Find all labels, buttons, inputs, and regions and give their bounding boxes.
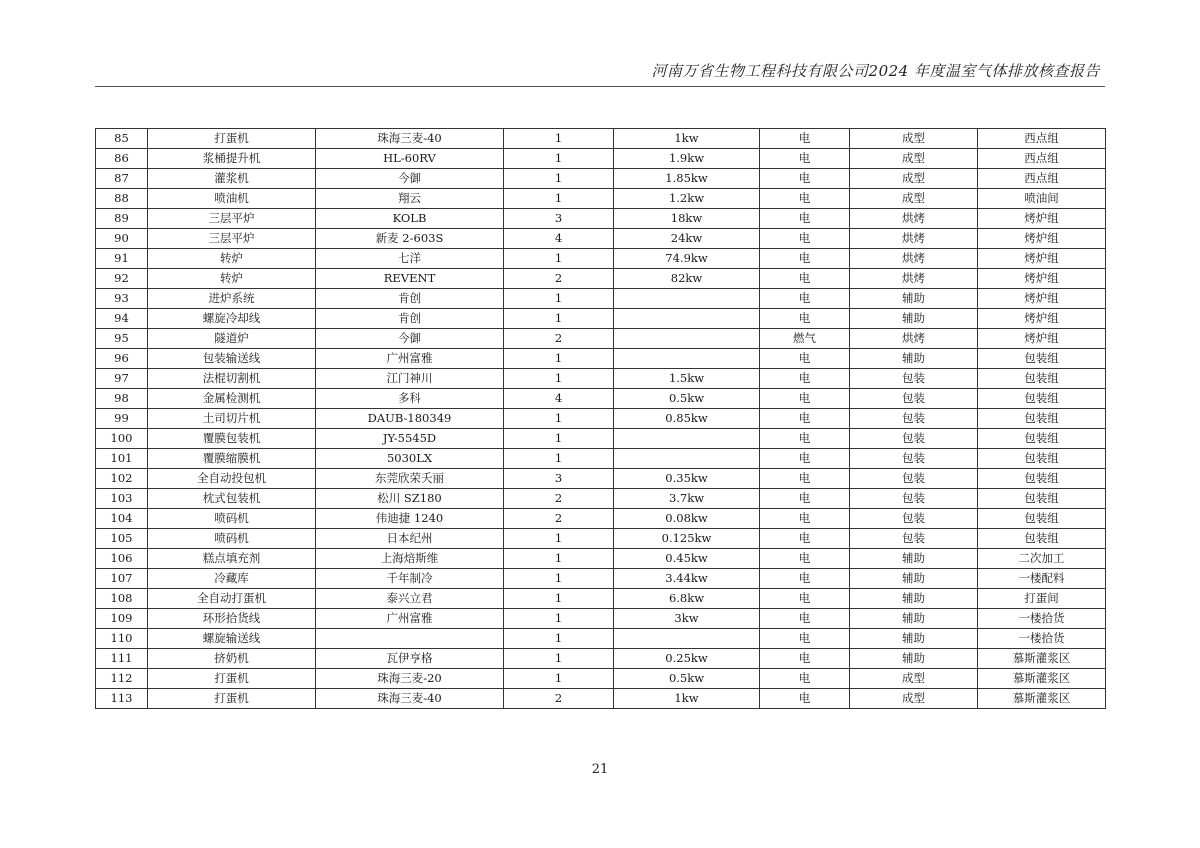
cell-model: 翔云	[316, 189, 504, 209]
cell-index: 86	[96, 149, 148, 169]
cell-power: 3.7kw	[614, 489, 760, 509]
cell-index: 111	[96, 649, 148, 669]
cell-department: 烤炉组	[978, 209, 1106, 229]
cell-power	[614, 349, 760, 369]
cell-process: 包装	[850, 489, 978, 509]
cell-process: 辅助	[850, 309, 978, 329]
cell-power: 1kw	[614, 689, 760, 709]
cell-department: 一楼配料	[978, 569, 1106, 589]
cell-energy-type: 电	[760, 349, 850, 369]
cell-energy-type: 电	[760, 149, 850, 169]
cell-equipment-name: 灌浆机	[148, 169, 316, 189]
table-row	[96, 449, 1106, 469]
cell-equipment-name: 枕式包装机	[148, 489, 316, 509]
cell-department: 烤炉组	[978, 249, 1106, 269]
cell-equipment-name: 喷码机	[148, 509, 316, 529]
cell-quantity: 2	[504, 509, 614, 529]
table-row	[96, 309, 1106, 329]
cell-index: 109	[96, 609, 148, 629]
cell-power: 0.45kw	[614, 549, 760, 569]
cell-equipment-name: 包装输送线	[148, 349, 316, 369]
cell-energy-type: 电	[760, 469, 850, 489]
cell-department: 一楼拾货	[978, 629, 1106, 649]
cell-quantity: 2	[504, 329, 614, 349]
cell-equipment-name: 隧道炉	[148, 329, 316, 349]
cell-equipment-name: 全自动投包机	[148, 469, 316, 489]
table-row	[96, 469, 1106, 489]
table-row	[96, 669, 1106, 689]
cell-power: 3kw	[614, 609, 760, 629]
cell-quantity: 3	[504, 209, 614, 229]
table-row	[96, 249, 1106, 269]
cell-index: 112	[96, 669, 148, 689]
cell-index: 113	[96, 689, 148, 709]
cell-department: 二次加工	[978, 549, 1106, 569]
cell-energy-type: 电	[760, 309, 850, 329]
cell-process: 包装	[850, 449, 978, 469]
cell-index: 94	[96, 309, 148, 329]
cell-equipment-name: 螺旋输送线	[148, 629, 316, 649]
cell-power: 0.5kw	[614, 389, 760, 409]
cell-energy-type: 电	[760, 409, 850, 429]
cell-department: 烤炉组	[978, 329, 1106, 349]
cell-department: 喷油间	[978, 189, 1106, 209]
cell-model: 新麦 2-603S	[316, 229, 504, 249]
cell-index: 107	[96, 569, 148, 589]
cell-energy-type: 电	[760, 189, 850, 209]
cell-energy-type: 电	[760, 449, 850, 469]
cell-quantity: 1	[504, 289, 614, 309]
cell-index: 87	[96, 169, 148, 189]
cell-index: 110	[96, 629, 148, 649]
cell-department: 包装组	[978, 429, 1106, 449]
cell-quantity: 1	[504, 449, 614, 469]
cell-model: 泰兴立君	[316, 589, 504, 609]
cell-quantity: 1	[504, 629, 614, 649]
cell-department: 慕斯灌浆区	[978, 649, 1106, 669]
cell-equipment-name: 法棍切割机	[148, 369, 316, 389]
cell-index: 95	[96, 329, 148, 349]
cell-quantity: 2	[504, 689, 614, 709]
cell-model: 七洋	[316, 249, 504, 269]
cell-quantity: 1	[504, 569, 614, 589]
cell-power: 0.125kw	[614, 529, 760, 549]
cell-model	[316, 629, 504, 649]
cell-power	[614, 449, 760, 469]
cell-process: 辅助	[850, 629, 978, 649]
table-row	[96, 329, 1106, 349]
cell-model: 千年制冷	[316, 569, 504, 589]
cell-power: 6.8kw	[614, 589, 760, 609]
cell-department: 西点组	[978, 129, 1106, 149]
cell-quantity: 1	[504, 529, 614, 549]
cell-process: 成型	[850, 189, 978, 209]
cell-department: 包装组	[978, 409, 1106, 429]
cell-process: 烘烤	[850, 229, 978, 249]
table-row	[96, 629, 1106, 649]
cell-equipment-name: 喷码机	[148, 529, 316, 549]
cell-process: 包装	[850, 389, 978, 409]
cell-power	[614, 289, 760, 309]
cell-equipment-name: 全自动打蛋机	[148, 589, 316, 609]
cell-model: 多科	[316, 389, 504, 409]
cell-department: 慕斯灌浆区	[978, 669, 1106, 689]
cell-quantity: 1	[504, 549, 614, 569]
table-row	[96, 169, 1106, 189]
cell-process: 成型	[850, 169, 978, 189]
cell-quantity: 3	[504, 469, 614, 489]
cell-quantity: 1	[504, 409, 614, 429]
table-row	[96, 529, 1106, 549]
cell-process: 辅助	[850, 589, 978, 609]
cell-energy-type: 电	[760, 629, 850, 649]
cell-energy-type: 电	[760, 569, 850, 589]
cell-equipment-name: 冷藏库	[148, 569, 316, 589]
cell-index: 106	[96, 549, 148, 569]
cell-index: 93	[96, 289, 148, 309]
cell-model: JY-5545D	[316, 429, 504, 449]
cell-process: 成型	[850, 669, 978, 689]
cell-model: 肯创	[316, 289, 504, 309]
cell-equipment-name: 转炉	[148, 269, 316, 289]
cell-energy-type: 电	[760, 609, 850, 629]
cell-model: 珠海三麦-40	[316, 129, 504, 149]
cell-department: 包装组	[978, 489, 1106, 509]
cell-process: 包装	[850, 409, 978, 429]
cell-index: 105	[96, 529, 148, 549]
table-row	[96, 189, 1106, 209]
cell-equipment-name: 三层平炉	[148, 209, 316, 229]
cell-power: 82kw	[614, 269, 760, 289]
cell-quantity: 2	[504, 489, 614, 509]
table-row	[96, 389, 1106, 409]
cell-energy-type: 燃气	[760, 329, 850, 349]
cell-model: 今御	[316, 329, 504, 349]
report-header-title: 河南万省生物工程科技有限公司2024 年度温室气体排放核查报告	[651, 62, 1100, 80]
cell-index: 100	[96, 429, 148, 449]
cell-model: 瓦伊亨格	[316, 649, 504, 669]
cell-index: 104	[96, 509, 148, 529]
cell-quantity: 1	[504, 429, 614, 449]
table-row	[96, 289, 1106, 309]
table-row	[96, 149, 1106, 169]
cell-power: 1.2kw	[614, 189, 760, 209]
cell-quantity: 1	[504, 369, 614, 389]
cell-process: 烘烤	[850, 209, 978, 229]
cell-equipment-name: 螺旋冷却线	[148, 309, 316, 329]
cell-process: 成型	[850, 149, 978, 169]
cell-equipment-name: 进炉系统	[148, 289, 316, 309]
cell-power: 0.08kw	[614, 509, 760, 529]
cell-energy-type: 电	[760, 249, 850, 269]
cell-quantity: 1	[504, 609, 614, 629]
cell-department: 烤炉组	[978, 289, 1106, 309]
cell-power: 1.5kw	[614, 369, 760, 389]
cell-quantity: 1	[504, 649, 614, 669]
cell-index: 88	[96, 189, 148, 209]
cell-index: 103	[96, 489, 148, 509]
cell-model: HL-60RV	[316, 149, 504, 169]
cell-index: 102	[96, 469, 148, 489]
cell-equipment-name: 覆膜包装机	[148, 429, 316, 449]
cell-equipment-name: 土司切片机	[148, 409, 316, 429]
cell-department: 西点组	[978, 149, 1106, 169]
cell-power	[614, 329, 760, 349]
cell-department: 包装组	[978, 509, 1106, 529]
cell-equipment-name: 打蛋机	[148, 689, 316, 709]
table-row	[96, 489, 1106, 509]
cell-index: 98	[96, 389, 148, 409]
cell-department: 包装组	[978, 529, 1106, 549]
cell-index: 96	[96, 349, 148, 369]
cell-department: 打蛋间	[978, 589, 1106, 609]
cell-equipment-name: 挤奶机	[148, 649, 316, 669]
table-row	[96, 369, 1106, 389]
page-number: 21	[591, 762, 609, 777]
table-row	[96, 229, 1106, 249]
cell-process: 烘烤	[850, 269, 978, 289]
cell-model: 今御	[316, 169, 504, 189]
cell-quantity: 1	[504, 349, 614, 369]
cell-process: 辅助	[850, 549, 978, 569]
cell-power: 24kw	[614, 229, 760, 249]
cell-quantity: 1	[504, 129, 614, 149]
cell-equipment-name: 打蛋机	[148, 669, 316, 689]
table-row	[96, 129, 1106, 149]
cell-process: 辅助	[850, 349, 978, 369]
cell-energy-type: 电	[760, 289, 850, 309]
table-row	[96, 509, 1106, 529]
cell-process: 成型	[850, 129, 978, 149]
cell-power: 0.85kw	[614, 409, 760, 429]
cell-department: 慕斯灌浆区	[978, 689, 1106, 709]
cell-power: 1.9kw	[614, 149, 760, 169]
cell-power: 1.85kw	[614, 169, 760, 189]
cell-equipment-name: 环形拾货线	[148, 609, 316, 629]
cell-equipment-name: 转炉	[148, 249, 316, 269]
cell-quantity: 1	[504, 249, 614, 269]
cell-index: 108	[96, 589, 148, 609]
cell-energy-type: 电	[760, 549, 850, 569]
cell-energy-type: 电	[760, 669, 850, 689]
cell-energy-type: 电	[760, 429, 850, 449]
cell-department: 包装组	[978, 449, 1106, 469]
cell-power: 0.5kw	[614, 669, 760, 689]
cell-energy-type: 电	[760, 269, 850, 289]
cell-quantity: 1	[504, 149, 614, 169]
cell-department: 包装组	[978, 369, 1106, 389]
cell-equipment-name: 打蛋机	[148, 129, 316, 149]
cell-power: 18kw	[614, 209, 760, 229]
cell-department: 包装组	[978, 389, 1106, 409]
cell-model: 肯创	[316, 309, 504, 329]
table-row	[96, 409, 1106, 429]
cell-energy-type: 电	[760, 169, 850, 189]
cell-index: 97	[96, 369, 148, 389]
cell-energy-type: 电	[760, 369, 850, 389]
cell-process: 辅助	[850, 289, 978, 309]
cell-department: 包装组	[978, 469, 1106, 489]
table-row	[96, 689, 1106, 709]
cell-energy-type: 电	[760, 529, 850, 549]
cell-quantity: 1	[504, 309, 614, 329]
cell-process: 包装	[850, 529, 978, 549]
cell-energy-type: 电	[760, 229, 850, 249]
cell-process: 包装	[850, 429, 978, 449]
cell-model: REVENT	[316, 269, 504, 289]
cell-power	[614, 429, 760, 449]
cell-quantity: 4	[504, 229, 614, 249]
cell-energy-type: 电	[760, 209, 850, 229]
cell-index: 85	[96, 129, 148, 149]
cell-model: 珠海三麦-20	[316, 669, 504, 689]
cell-process: 烘烤	[850, 329, 978, 349]
cell-model: KOLB	[316, 209, 504, 229]
cell-quantity: 2	[504, 269, 614, 289]
cell-model: 珠海三麦-40	[316, 689, 504, 709]
cell-equipment-name: 三层平炉	[148, 229, 316, 249]
cell-power: 3.44kw	[614, 569, 760, 589]
cell-energy-type: 电	[760, 129, 850, 149]
cell-equipment-name: 喷油机	[148, 189, 316, 209]
cell-model: 5030LX	[316, 449, 504, 469]
cell-quantity: 1	[504, 189, 614, 209]
cell-department: 烤炉组	[978, 229, 1106, 249]
cell-model: 上海焙斯维	[316, 549, 504, 569]
table-row	[96, 589, 1106, 609]
cell-equipment-name: 金属检测机	[148, 389, 316, 409]
cell-department: 包装组	[978, 349, 1106, 369]
cell-power	[614, 629, 760, 649]
table-row	[96, 569, 1106, 589]
cell-quantity: 1	[504, 589, 614, 609]
cell-process: 辅助	[850, 569, 978, 589]
cell-power: 0.35kw	[614, 469, 760, 489]
table-row	[96, 649, 1106, 669]
cell-quantity: 1	[504, 669, 614, 689]
cell-department: 烤炉组	[978, 309, 1106, 329]
table-row	[96, 549, 1106, 569]
cell-equipment-name: 覆膜缩膜机	[148, 449, 316, 469]
cell-power: 74.9kw	[614, 249, 760, 269]
cell-equipment-name: 浆桶提升机	[148, 149, 316, 169]
equipment-table-body	[96, 129, 1106, 709]
cell-energy-type: 电	[760, 689, 850, 709]
equipment-table	[95, 128, 1106, 709]
cell-department: 西点组	[978, 169, 1106, 189]
cell-power: 0.25kw	[614, 649, 760, 669]
cell-process: 成型	[850, 689, 978, 709]
cell-model: 广州富雅	[316, 609, 504, 629]
cell-process: 包装	[850, 509, 978, 529]
cell-equipment-name: 糕点填充剂	[148, 549, 316, 569]
cell-index: 101	[96, 449, 148, 469]
cell-index: 89	[96, 209, 148, 229]
cell-index: 92	[96, 269, 148, 289]
table-row	[96, 609, 1106, 629]
cell-process: 烘烤	[850, 249, 978, 269]
cell-department: 一楼拾货	[978, 609, 1106, 629]
cell-process: 包装	[850, 369, 978, 389]
cell-model: 东莞欣荣夭丽	[316, 469, 504, 489]
cell-model: 江门神川	[316, 369, 504, 389]
cell-process: 包装	[850, 469, 978, 489]
cell-power: 1kw	[614, 129, 760, 149]
cell-quantity: 4	[504, 389, 614, 409]
cell-process: 辅助	[850, 609, 978, 629]
cell-energy-type: 电	[760, 489, 850, 509]
cell-index: 90	[96, 229, 148, 249]
cell-model: 伟迪捷 1240	[316, 509, 504, 529]
table-row	[96, 209, 1106, 229]
cell-model: 日本纪州	[316, 529, 504, 549]
header-divider	[95, 86, 1105, 87]
cell-quantity: 1	[504, 169, 614, 189]
cell-energy-type: 电	[760, 509, 850, 529]
table-row	[96, 349, 1106, 369]
cell-department: 烤炉组	[978, 269, 1106, 289]
cell-model: 松川 SZ180	[316, 489, 504, 509]
cell-index: 99	[96, 409, 148, 429]
cell-energy-type: 电	[760, 589, 850, 609]
cell-model: 广州富雅	[316, 349, 504, 369]
cell-power	[614, 309, 760, 329]
cell-index: 91	[96, 249, 148, 269]
table-row	[96, 269, 1106, 289]
cell-energy-type: 电	[760, 389, 850, 409]
cell-model: DAUB-180349	[316, 409, 504, 429]
cell-process: 辅助	[850, 649, 978, 669]
table-row	[96, 429, 1106, 449]
cell-energy-type: 电	[760, 649, 850, 669]
